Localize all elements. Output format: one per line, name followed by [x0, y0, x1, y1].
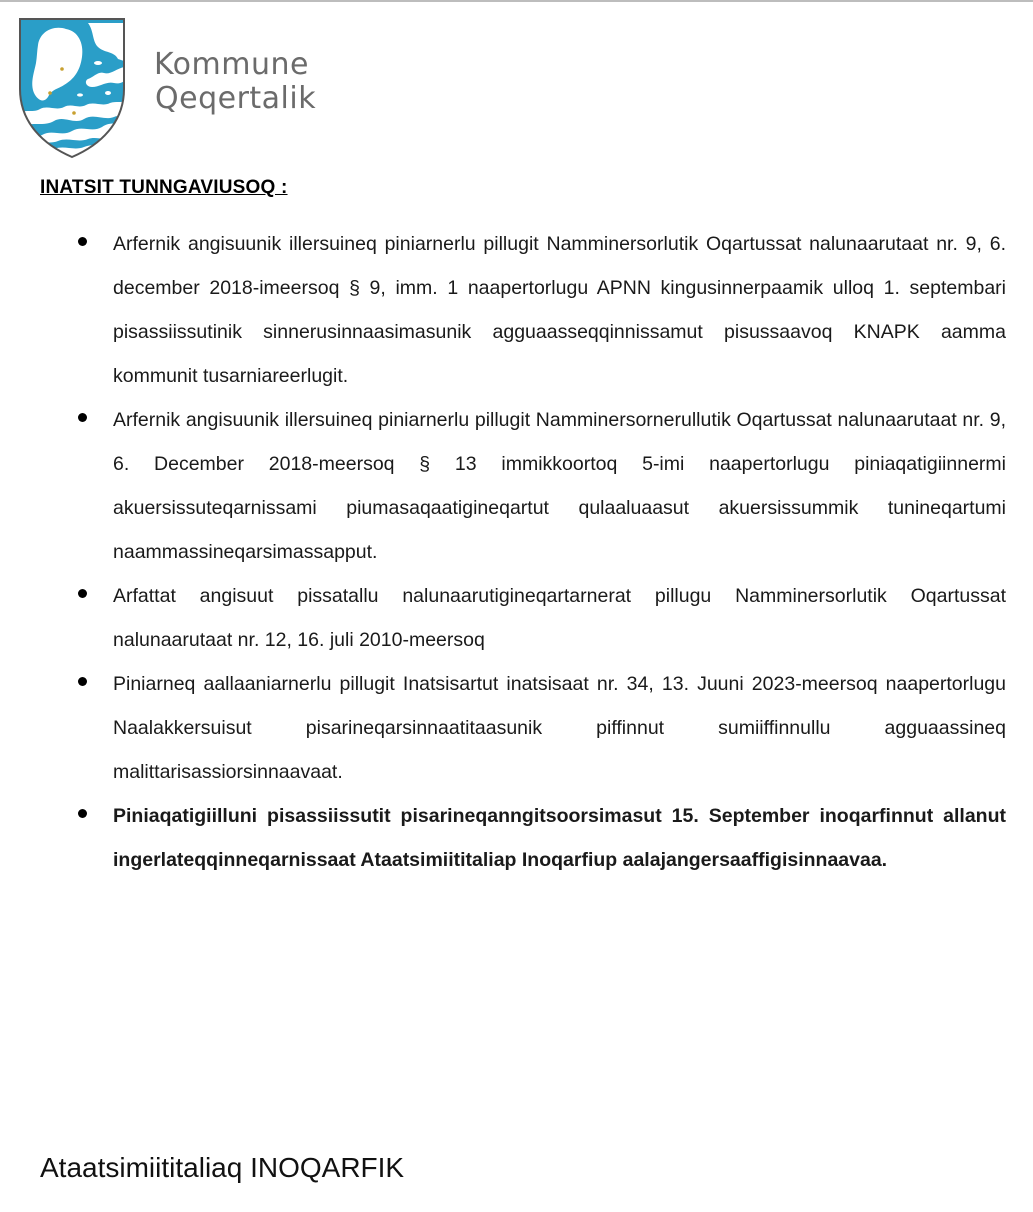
list-item [72, 574, 1006, 662]
municipality-name-line-1: Kommune [154, 47, 309, 82]
list-item-text: Piniarneq aallaaniarnerlu pillugit Inatsisartut inatsisaat nr. 34, 13. Juuni 2023-meersoq naapertorlugu Naalakkersuisut pisarineqarsinnaatitaasunik piffinnut sumiiffinnullu agguaassineq malittarisassiorsinnaavaat. [113, 673, 1006, 783]
legal-basis-list [72, 222, 1006, 882]
bullet-icon [78, 589, 87, 598]
kommune-shield-icon [18, 17, 126, 159]
top-border-line [0, 0, 1033, 2]
legal-basis-heading: INATSIT TUNNGAVIUSOQ : [40, 177, 288, 198]
municipality-name-line-2: Qeqertalik [155, 81, 317, 116]
list-item [72, 662, 1006, 794]
bullet-icon [78, 809, 87, 818]
list-item [72, 398, 1006, 574]
bullet-icon [78, 677, 87, 686]
list-item-text: Arfernik angisuunik illersuineq piniarnerlu pillugit Namminersornerullutik Oqartussat nalunaarutaat nr. 9, 6. December 2018-meersoq § 13 immikkoortoq 5-imi naapertorlugu piniaqatigiinnermi akuersissuteqarnissami piumasaqaatigineqartut qulaaluaasut akuersissummik tunineqartumi naammassineqarsimassapput. [113, 409, 1006, 563]
list-item [72, 222, 1006, 398]
bullet-icon [78, 237, 87, 246]
committee-signature: Ataatsimiititaliaq INOQARFIK [40, 1152, 405, 1183]
list-item-text: Arfattat angisuut pissatallu nalunaarutigineqartarnerat pillugu Namminersorlutik Oqartussat nalunaarutaat nr. 12, 16. juli 2010-meersoq [113, 585, 1006, 651]
municipality-name [154, 48, 316, 116]
bullet-icon [78, 413, 87, 422]
list-item [72, 794, 1006, 882]
list-item-text: Arfernik angisuunik illersuineq piniarnerlu pillugit Namminersorlutik Oqartussat nalunaarutaat nr. 9, 6. december 2018-imeersoq § 9, imm. 1 naapertorlugu APNN kingusinnerpaamik ulloq 1. septembari pisassiissutinik sinnerusinnaasimasunik agguaasseqqinnissamut pisussaavoq KNAPK aamma kommunit tusarniareerlugit. [113, 233, 1006, 387]
list-item-text: Piniaqatigiilluni pisassiissutit pisarineqanngitsoorsimasut 15. September inoqarfinnut allanut ingerlateqqinneqarnissaat Ataatsimiititaliap Inoqarfiup aalajangersaaffigisinnaavaa. [113, 805, 1006, 871]
